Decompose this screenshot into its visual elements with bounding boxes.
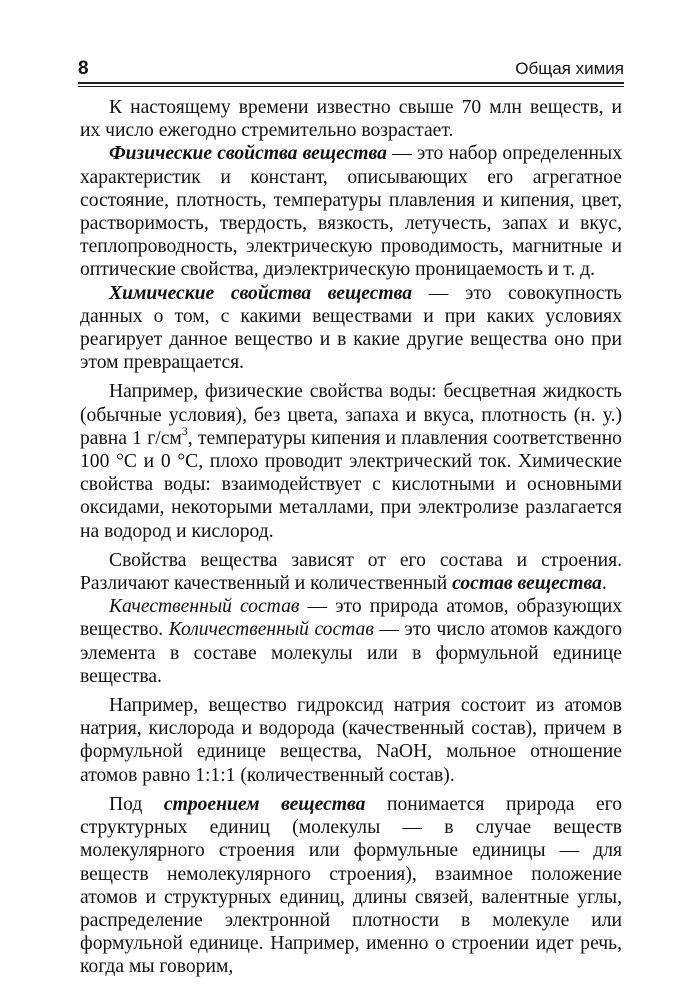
term-structure: строением вещества	[163, 793, 366, 815]
paragraph-1: К настоящему времени известно свыше 70 млн веществ, и их число ежегодно стремительно возрастает.	[80, 97, 622, 142]
superscript-3: 3	[181, 424, 188, 439]
term-chemical-properties: Химические свойства вещества	[109, 282, 413, 304]
paragraph-5-text: Свойства вещества зависят от его состава и строения. Различают качественный и количественный	[80, 549, 622, 595]
paragraph-2-text: — это набор определенных характеристик и констант, описывающих его агрегатное состояние, плотность, температуры плавления и кипения, цвет, растворимость, твердость, вязкость, летучесть, запах и вкус, теплопроводность, электрическую проводимость, магнитные и оптические свойства, диэлектрическую проницаемость и т. д.	[80, 143, 622, 281]
paragraph-6-text-1: — это природа атомов, образующих вещество.	[80, 596, 623, 641]
term-quantitative-composition: Количественный состав	[168, 619, 374, 641]
paragraph-2	[80, 142, 622, 281]
page-number: 8	[78, 58, 89, 79]
running-title: Общая химия	[515, 59, 624, 78]
paragraph-5	[80, 549, 622, 595]
paragraph-3-text: — это совокупность данных о том, с какими веществами и при каких условиях реагирует данное вещество и в какие другие вещества оно при этом превращается.	[80, 282, 622, 374]
page-header	[78, 58, 624, 84]
header-rule-thin	[78, 86, 624, 87]
term-qualitative-composition: Качественный состав	[109, 596, 300, 618]
term-composition: состав вещества	[452, 573, 602, 595]
paragraph-7: Например, вещество гидроксид натрия состоит из атомов натрия, кислорода и водорода (качественный состав), причем в формульной единице вещества, NaOH, мольное отношение атомов равно 1:1:1 (количественный состав).	[80, 695, 622, 786]
paragraph-3	[80, 282, 622, 375]
header-rule-thick	[78, 82, 624, 84]
paragraph-8	[80, 793, 622, 979]
paragraph-8-text-b: понимается природа его структурных единиц (молекулы — в случае веществ молекулярного строения или формульные единицы — для веществ немолекулярного строения), взаимное положение атомов и структурных единиц, длины связей, валентные углы, распределение электронной плотности в молекуле или формульной единице. Например, именно о строении идет речь, когда мы говорим,	[80, 793, 623, 978]
paragraph-6	[80, 595, 622, 688]
paragraph-4-text-b: , температуры кипения и плавления соответственно 100 °С и 0 °С, плохо проводит электрический ток. Химические свойства воды: взаимодействует с кислотными и основными оксидами, некоторыми металлами, при электролизе разлагается на водород и кислород.	[80, 427, 622, 542]
paragraph-5-end: .	[601, 573, 607, 595]
term-physical-properties: Физические свойства вещества	[109, 143, 387, 165]
paragraph-4-text-a: Например, физические свойства воды: бесцветная жидкость (обычные условия), без цвета, запаха и вкуса, плотность (н. у.) равна 1 г/см	[80, 381, 622, 449]
paragraph-6-text-2: — это число атомов каждого элемента в составе молекулы или в формульной единице вещества.	[80, 619, 622, 687]
paragraph-4	[80, 380, 622, 542]
paragraph-8-text-a: Под	[109, 793, 164, 815]
body-text	[80, 96, 622, 979]
